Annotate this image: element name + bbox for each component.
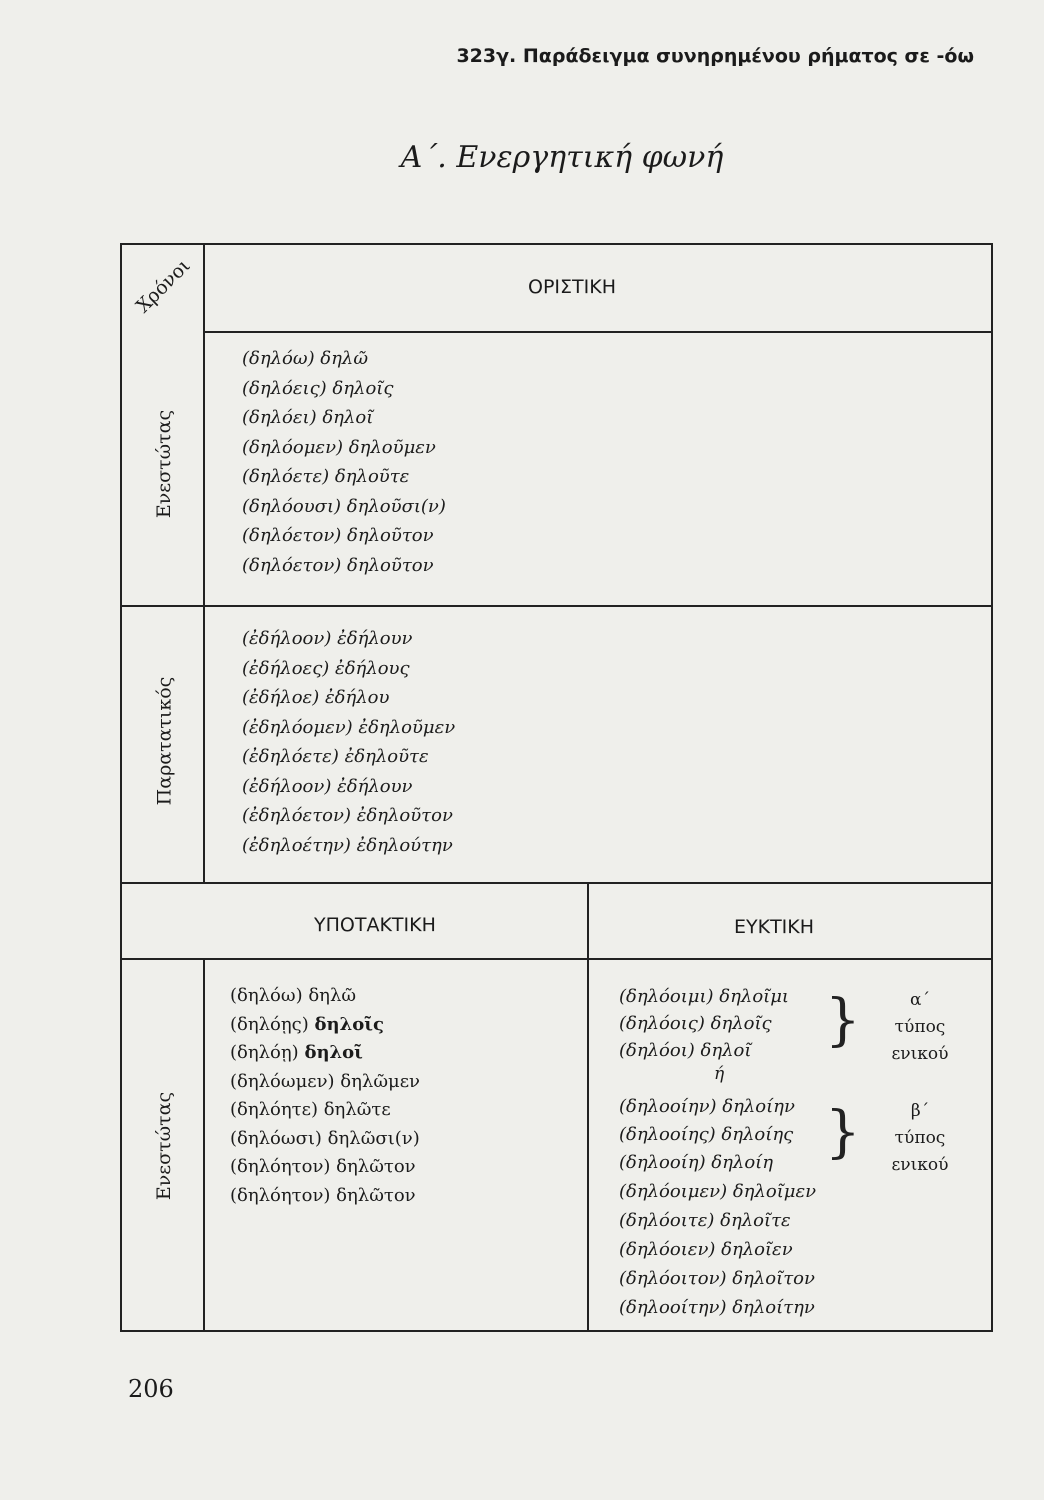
form-line: (δηλόοιεν) δηλοῖεν	[619, 1239, 793, 1260]
form-line: (δηλόοιμεν) δηλοῖμεν	[619, 1181, 817, 1202]
imperfect-indicative-list	[242, 624, 455, 860]
form-line: (δηλόητε) δηλῶτε	[230, 1099, 391, 1120]
form-line: (ἐδήλοον) ἐδήλουν	[242, 775, 413, 797]
rule-label-column	[203, 245, 205, 882]
form-line: (δηλόω) δηλῶ	[242, 348, 369, 369]
form-line: (δηλοοίτην) δηλοίτην	[619, 1297, 815, 1318]
form-line: (ἐδήλοε) ἐδήλου	[242, 687, 390, 708]
imperfect-label: Παρατατικός	[153, 676, 176, 806]
form-line: (ἐδήλοες) ἐδήλους	[242, 657, 410, 679]
form-line: (ἐδηλοέτην) ἐδηλούτην	[242, 834, 453, 856]
optative-rest-list	[619, 1177, 816, 1322]
present-label-lower: Ενεστώτας	[153, 1091, 176, 1201]
optative-or: ή	[714, 1064, 725, 1084]
brace-type-b: }	[825, 1100, 861, 1165]
indicative-header: ΟΡΙΣΤΙΚΗ	[528, 276, 616, 298]
brace-type-a: }	[825, 988, 861, 1053]
form-line: (δηλόοι) δηλοῖ	[619, 1040, 752, 1061]
form-line: (δηλόετον) δηλοῦτον	[242, 554, 434, 576]
present-label: Ενεστώτας	[153, 409, 176, 519]
rule-label-column-lower	[203, 958, 205, 1332]
form-line: (δηλοοίη) δηλοίη	[619, 1152, 774, 1173]
form-line: (δηλόῃ) δηλοῖ	[230, 1042, 363, 1063]
form-line: (δηλοοίης) δηλοίης	[619, 1124, 794, 1145]
type-b-label: β΄ τύπος ενικού	[891, 1101, 949, 1175]
optative-type-b-list	[619, 1093, 795, 1177]
form-line: (δηλόητον) δηλῶτον	[230, 1156, 416, 1177]
form-line: (δηλόεις) δηλοῖς	[242, 377, 394, 399]
form-line: (δηλόοιτε) δηλοῖτε	[619, 1210, 791, 1231]
optative-header: ΕΥΚΤΙΚΗ	[734, 916, 815, 938]
form-line: (δηλόομεν) δηλοῦμεν	[242, 436, 436, 458]
form-line: (δηλόοις) δηλοῖς	[619, 1013, 772, 1034]
voice-title: Α΄. Ενεργητική φωνή	[400, 140, 724, 175]
page-number: 206	[128, 1375, 174, 1403]
form-line: (δηλόοιτον) δηλοῖτον	[619, 1268, 815, 1289]
form-line: (δηλόω) δηλῶ	[230, 985, 357, 1006]
form-line: (δηλόει) δηλοῖ	[242, 407, 374, 428]
rule-subjunctive-header	[122, 958, 993, 960]
form-line: (δηλόητον) δηλῶτον	[230, 1184, 416, 1206]
form-line: (δηλόωμεν) δηλῶμεν	[230, 1070, 420, 1092]
conjugation-table	[120, 243, 993, 1332]
form-line: (δηλοοίην) δηλοίην	[619, 1096, 795, 1117]
form-line: (δηλόῃς) δηλοῖς	[230, 1013, 384, 1035]
form-line: (ἐδηλόομεν) ἐδηλοῦμεν	[242, 716, 456, 738]
rule-present-imperfect	[122, 605, 993, 607]
subjunctive-header: ΥΠΟΤΑΚΤΙΚΗ	[314, 914, 436, 936]
rule-imperfect-subjunctive	[122, 882, 993, 884]
page-header: 323γ. Παράδειγμα συνηρημένου ρήματος σε -όω	[456, 45, 974, 67]
form-line: (δηλόετε) δηλοῦτε	[242, 466, 410, 487]
present-indicative-list	[242, 344, 446, 580]
rule-mood-split	[587, 882, 589, 1332]
corner-label: Χρόνοι	[131, 254, 195, 318]
type-a-label: α΄ τύπος ενικού	[891, 990, 949, 1064]
form-line: (ἐδηλόετε) ἐδηλοῦτε	[242, 746, 429, 767]
form-line: (ἐδήλοον) ἐδήλουν	[242, 628, 413, 649]
form-line: (δηλόοιμι) δηλοῖμι	[619, 986, 789, 1007]
form-line: (δηλόωσι) δηλῶσι(ν)	[230, 1127, 420, 1149]
rule-header	[203, 331, 993, 333]
optative-type-a-list	[619, 983, 789, 1064]
form-line: (ἐδηλόετον) ἐδηλοῦτον	[242, 805, 453, 826]
form-line: (δηλόετον) δηλοῦτον	[242, 525, 434, 546]
subjunctive-list	[230, 982, 420, 1210]
form-line: (δηλόουσι) δηλοῦσι(ν)	[242, 495, 446, 517]
